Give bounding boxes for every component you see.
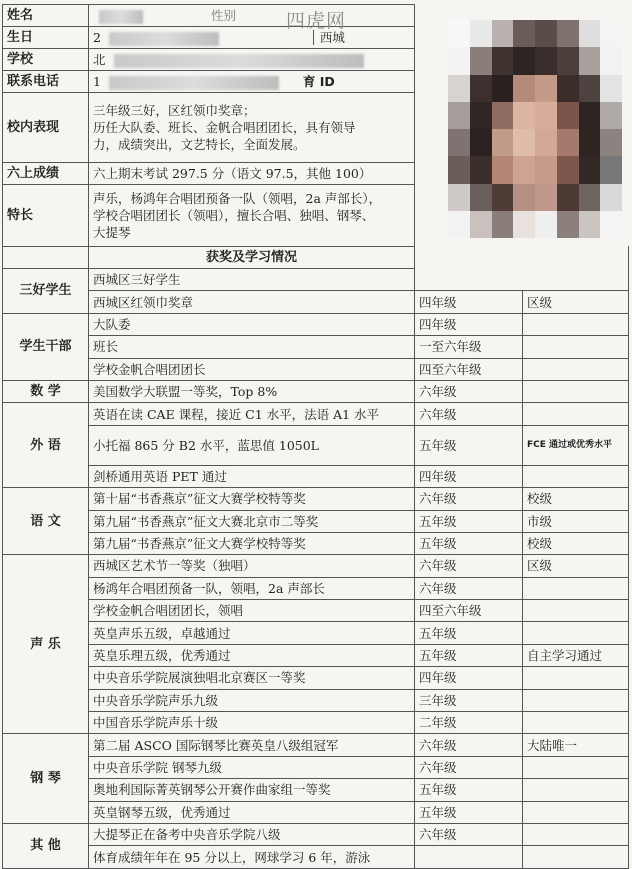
photo-pixel [579,20,601,48]
photo-pixel [535,129,557,157]
award-row [3,846,629,868]
time-cell: 五年级 [415,779,523,801]
award-row [3,425,629,465]
award-row [3,600,629,622]
award-row [3,380,629,402]
photo-pixel [448,184,470,212]
note-cell [523,667,629,689]
award-cell: 西城区红领巾奖章 [89,291,415,313]
award-cell: 第九届“书香燕京”征文大赛北京市二等奖 [89,510,415,532]
award-cell: 学校金帆合唱团团长，领唱 [89,600,415,622]
award-cell: 美国数学大联盟一等奖，Top 8% [89,380,415,402]
photo-pixel [557,156,579,184]
time-cell: 六年级 [415,555,523,577]
time-cell [415,846,523,868]
category-label: 其 他 [3,823,89,868]
photo-pixel [557,184,579,212]
id-label: 育 ID [302,74,335,89]
award-cell: 英语在读 CAE 课程，接近 C1 水平，法语 A1 水平 [89,403,415,425]
award-cell: 小托福 865 分 B2 水平，蓝思值 1050L [89,425,415,465]
photo-pixel [513,211,535,238]
award-cell: 大提琴正在备考中央音乐学院八级 [89,823,415,845]
note-cell: 市级 [523,510,629,532]
photo-pixel [579,75,601,103]
award-row [3,291,629,313]
gender-label: 性别 [210,8,236,23]
category-label: 三好学生 [3,269,89,314]
time-cell: 六年级 [415,577,523,599]
time-cell: 五年级 [415,425,523,465]
award-row [3,644,629,666]
category-label: 外 语 [3,403,89,488]
redacted-phone [109,76,279,90]
award-cell: 奥地利国际菁英钢琴公开赛作曲家组一等奖 [89,779,415,801]
birth-label: 生日 [3,27,89,49]
photo-pixel [470,47,492,75]
photo-pixel [492,184,514,212]
award-row [3,779,629,801]
school-perf-line-2: 历任大队委、班长、金帆合唱团团长，具有领导 [93,120,356,135]
photo-pixel [448,47,470,75]
photo-pixel [535,102,557,130]
award-row [3,577,629,599]
phone-text: 1 [93,74,101,89]
photo-pixel [579,129,601,157]
note-cell: FCE 通过或优秀水平 [523,425,629,465]
photo-pixel [535,211,557,238]
time-cell: 六年级 [415,403,523,425]
note-cell [523,846,629,868]
photo-pixel [513,47,535,75]
note-cell: 区级 [523,291,629,313]
award-cell: 中国音乐学院声乐十级 [89,712,415,734]
photo-pixel [579,184,601,212]
note-cell: 自主学习通过 [523,644,629,666]
district-value: 西城 [313,30,345,45]
photo-pixel [535,156,557,184]
photo-pixel [600,184,622,212]
award-row [3,667,629,689]
grade6-label: 六上成绩 [3,163,89,185]
time-cell: 四年级 [415,465,523,487]
award-row [3,532,629,554]
photo-pixel [470,20,492,48]
photo-pixel [470,156,492,184]
note-cell [523,779,629,801]
award-cell: 中央音乐学院展演独唱北京赛区一等奖 [89,667,415,689]
photo-pixel [513,75,535,103]
photo-pixel [600,129,622,157]
photo-pixel [492,211,514,238]
photo-pixel [535,47,557,75]
photo-pixel [579,47,601,75]
note-cell: 校级 [523,532,629,554]
name-value [89,5,415,27]
award-row [3,488,629,510]
award-cell: 英皇钢琴五级，优秀通过 [89,801,415,823]
category-label: 语 文 [3,488,89,555]
photo-pixel [513,184,535,212]
watermark-logo: 四虎网 [286,10,347,32]
award-cell: 第十届“书香燕京”征文大赛学校特等奖 [89,488,415,510]
photo-pixel [557,211,579,238]
award-row [3,358,629,380]
photo-pixel [470,129,492,157]
award-cell: 英皇声乐五级，卓越通过 [89,622,415,644]
award-cell: 体育成绩年年在 95 分以上，网球学习 6 年，游泳 [89,846,415,868]
photo-pixel [513,102,535,130]
award-cell: 中央音乐学院 钢琴九级 [89,756,415,778]
note-cell [523,577,629,599]
phone-value [89,71,415,93]
photo-pixel [448,75,470,103]
photo-pixel [600,75,622,103]
talent-value [89,185,415,247]
header-blank [3,247,89,269]
school-label: 学校 [3,49,89,71]
photo-pixel [513,156,535,184]
award-row [3,510,629,532]
time-cell: 四至六年级 [415,358,523,380]
time-cell: 三年级 [415,689,523,711]
award-cell: 中央音乐学院声乐九级 [89,689,415,711]
photo-pixel [600,47,622,75]
redacted-school [114,54,364,68]
award-row [3,403,629,425]
portrait-photo-pixelated [448,20,622,238]
award-row [3,555,629,577]
photo-pixel [448,20,470,48]
time-cell: 四年级 [415,291,523,313]
photo-pixel [557,47,579,75]
time-cell: 二年级 [415,712,523,734]
photo-pixel [492,156,514,184]
photo-pixel [513,20,535,48]
category-label: 声 乐 [3,555,89,734]
photo-pixel [513,129,535,157]
note-cell [523,622,629,644]
award-row [3,712,629,734]
photo-pixel [470,211,492,238]
award-cell: 西城区艺术节一等奖（独唱） [89,555,415,577]
note-cell [523,403,629,425]
photo-pixel [448,211,470,238]
photo-pixel [535,184,557,212]
photo-pixel [579,211,601,238]
note-cell [523,801,629,823]
note-cell: 区级 [523,555,629,577]
photo-pixel [492,102,514,130]
award-row [3,689,629,711]
time-cell: 六年级 [415,756,523,778]
time-cell: 四至六年级 [415,600,523,622]
redacted-name [99,10,143,24]
time-cell: 四年级 [415,667,523,689]
photo-pixel [470,75,492,103]
talent-line-2: 学校合唱团团长（领唱），擅长合唱、独唱、钢琴、 [93,208,375,223]
award-row [3,622,629,644]
photo-pixel [557,129,579,157]
note-cell [523,358,629,380]
photo-pixel [470,184,492,212]
photo-pixel [579,156,601,184]
time-cell: 六年级 [415,734,523,756]
name-label: 姓名 [3,5,89,27]
birth-text: 2 [93,30,101,45]
time-cell: 五年级 [415,644,523,666]
photo-pixel [448,129,470,157]
award-row [3,801,629,823]
time-cell: 五年级 [415,532,523,554]
photo-pixel [448,102,470,130]
photo-pixel [600,102,622,130]
award-row [3,756,629,778]
school-perf-line-3: 力，成绩突出，文艺特长，全面发展。 [93,137,306,152]
award-cell: 学校金帆合唱团团长 [89,358,415,380]
award-cell: 第九届“书香燕京”征文大赛学校特等奖 [89,532,415,554]
category-label: 数 学 [3,380,89,402]
time-cell: 五年级 [415,801,523,823]
photo-pixel [557,102,579,130]
award-cell: 剑桥通用英语 PET 通过 [89,465,415,487]
redacted-birth [109,32,219,46]
note-cell: 大陆唯一 [523,734,629,756]
award-row [3,465,629,487]
category-label: 钢 琴 [3,734,89,824]
photo-pixel [557,75,579,103]
grade6-value: 六上期末考试 297.5 分（语文 97.5，其他 100） [89,163,415,185]
talent-label: 特长 [3,185,89,247]
award-cell: 大队委 [89,313,415,335]
award-cell: 英皇乐理五级，优秀通过 [89,644,415,666]
photo-pixel [470,102,492,130]
note-cell [523,380,629,402]
award-row [3,313,629,335]
phone-label: 联系电话 [3,71,89,93]
award-row [3,336,629,358]
note-cell [523,689,629,711]
category-label: 学生干部 [3,313,89,380]
photo-pixel [535,20,557,48]
photo-pixel [600,156,622,184]
note-cell [523,336,629,358]
photo-pixel [448,156,470,184]
photo-pixel [557,20,579,48]
photo-pixel [535,75,557,103]
school-perf-label: 校内表现 [3,93,89,163]
award-cell: 班长 [89,336,415,358]
note-cell: 校级 [523,488,629,510]
photo-pixel [492,20,514,48]
award-row [3,823,629,845]
talent-line-3: 大提琴 [93,225,131,240]
school-value [89,49,415,71]
award-row [3,734,629,756]
time-cell: 一至六年级 [415,336,523,358]
photo-pixel [579,102,601,130]
note-cell [523,823,629,845]
time-cell: 四年级 [415,313,523,335]
header-awards: 获奖及学习情况 [89,247,415,269]
time-cell: 六年级 [415,823,523,845]
photo-pixel [600,20,622,48]
note-cell [523,600,629,622]
photo-pixel [492,75,514,103]
photo-pixel [492,47,514,75]
award-cell: 杨鸿年合唱团预备一队，领唱，2a 声部长 [89,577,415,599]
school-perf-line-1: 三年级三好，区红领巾奖章； [93,103,256,118]
note-cell [523,313,629,335]
talent-line-1: 声乐，杨鸿年合唱团预备一队（领唱，2a 声部长）， [93,191,382,206]
school-text: 北 [93,52,106,67]
note-cell [523,465,629,487]
award-cell: 第二届 ASCO 国际钢琴比赛英皇八级组冠军 [89,734,415,756]
time-cell: 五年级 [415,510,523,532]
school-perf-value [89,93,415,163]
time-cell: 六年级 [415,380,523,402]
award-cell: 西城区三好学生 [89,269,415,291]
time-cell: 六年级 [415,488,523,510]
note-cell [523,756,629,778]
time-cell: 五年级 [415,622,523,644]
photo-pixel [600,211,622,238]
birth-value [89,27,415,49]
note-cell [523,712,629,734]
photo-pixel [492,129,514,157]
